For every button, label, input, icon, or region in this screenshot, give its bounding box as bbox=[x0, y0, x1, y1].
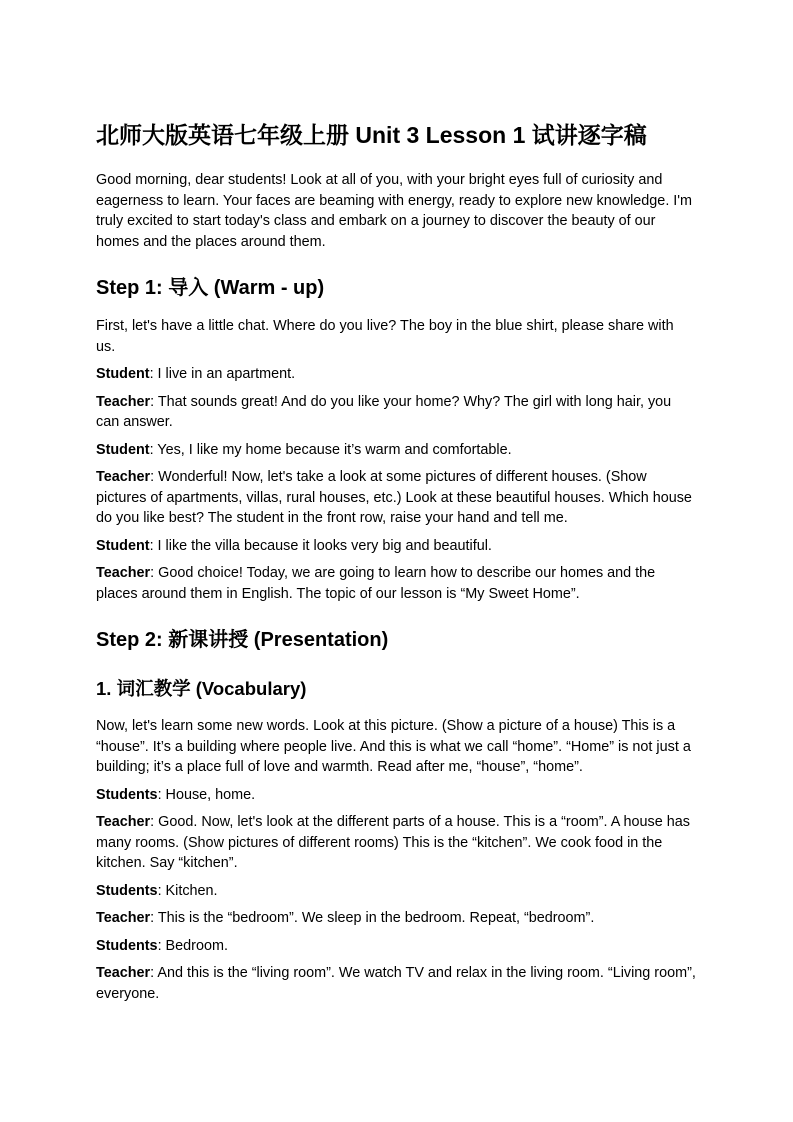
vocabulary-heading: 1. 词汇教学 (Vocabulary) bbox=[96, 678, 307, 699]
speaker-label: Teacher bbox=[96, 965, 151, 981]
dialogue-text: : And this is the “living room”. We watch TV and relax in the living room. “Living room”, everyone. bbox=[96, 965, 696, 1002]
dialogue-text: : Wonderful! Now, let's take a look at some pictures of different houses. (Show pictures of apartments, villas, rural houses, etc.) Look at these beautiful houses. Which house do you like best? The student in the front row, raise your hand and tell me. bbox=[96, 469, 692, 526]
dialogue-text: : Good. Now, let's look at the different parts of a house. This is a “room”. A house has many rooms. (Show pictures of different rooms) This is the “kitchen”. We cook food in the kitchen. Say “kitchen”. bbox=[96, 814, 690, 871]
speaker-label: Students bbox=[96, 937, 158, 954]
document-title: 北师大版英语七年级上册 Unit 3 Lesson 1 试讲逐字稿 bbox=[96, 122, 647, 148]
speaker-label: Students bbox=[96, 882, 158, 899]
step1-opening-paragraph: First, let's have a little chat. Where do you live? The boy in the blue shirt, please share with us. bbox=[96, 318, 674, 355]
dialogue-line bbox=[96, 467, 696, 529]
dialogue-text: : Good choice! Today, we are going to learn how to describe our homes and the places around them in English. The topic of our lesson is “My Sweet Home”. bbox=[96, 565, 656, 602]
speaker-label: Teacher bbox=[96, 565, 151, 581]
dialogue-text: : I live in an apartment. bbox=[149, 366, 296, 382]
dialogue-line bbox=[96, 536, 696, 557]
step2-heading: Step 2: 新课讲授 (Presentation) bbox=[96, 629, 389, 651]
dialogue-text: : That sounds great! And do you like your home? Why? The girl with long hair, you can answer. bbox=[96, 393, 672, 430]
speaker-label: Student bbox=[96, 537, 150, 554]
dialogue-line bbox=[96, 812, 696, 874]
speaker-label: Teacher bbox=[96, 469, 151, 485]
dialogue-line bbox=[96, 563, 696, 604]
dialogue-line bbox=[96, 881, 696, 902]
dialogue-line bbox=[96, 440, 696, 461]
dialogue-text: : I like the villa because it looks very big and beautiful. bbox=[149, 537, 492, 554]
dialogue-line bbox=[96, 963, 696, 1004]
speaker-label: Student bbox=[96, 366, 150, 382]
speaker-label: Teacher bbox=[96, 393, 151, 410]
speaker-label: Teacher bbox=[96, 814, 151, 830]
dialogue-line bbox=[96, 785, 696, 806]
dialogue-line bbox=[96, 392, 696, 433]
dialogue-text: : Bedroom. bbox=[157, 937, 228, 954]
dialogue-text: : Yes, I like my home because it’s warm and comfortable. bbox=[149, 441, 512, 458]
step1-heading: Step 1: 导入 (Warm - up) bbox=[96, 277, 325, 299]
vocabulary-opening-paragraph: Now, let's learn some new words. Look at this picture. (Show a picture of a house) This is a “house”. It’s a building where people live. And this is what we call “home”. “Home” is not just a building; it’s a place full of love and warmth. Read after me, “house”, “home”. bbox=[96, 718, 691, 775]
dialogue-line bbox=[96, 908, 696, 929]
speaker-label: Teacher bbox=[96, 910, 151, 926]
document-page bbox=[96, 118, 696, 1011]
speaker-label: Student bbox=[96, 441, 150, 458]
dialogue-text: : Kitchen. bbox=[157, 882, 218, 899]
intro-paragraph: Good morning, dear students! Look at all of you, with your bright eyes full of curiosity and eagerness to learn. Your faces are beaming with energy, ready to explore new knowledge. I'm truly excited to start today's class and embark on a journey to discover the beauty of our homes and the places around them. bbox=[96, 172, 693, 250]
dialogue-line bbox=[96, 936, 696, 957]
speaker-label: Students bbox=[96, 786, 158, 803]
dialogue-text: : This is the “bedroom”. We sleep in the bedroom. Repeat, “bedroom”. bbox=[150, 910, 595, 926]
dialogue-text: : House, home. bbox=[157, 786, 256, 803]
dialogue-line bbox=[96, 364, 696, 385]
